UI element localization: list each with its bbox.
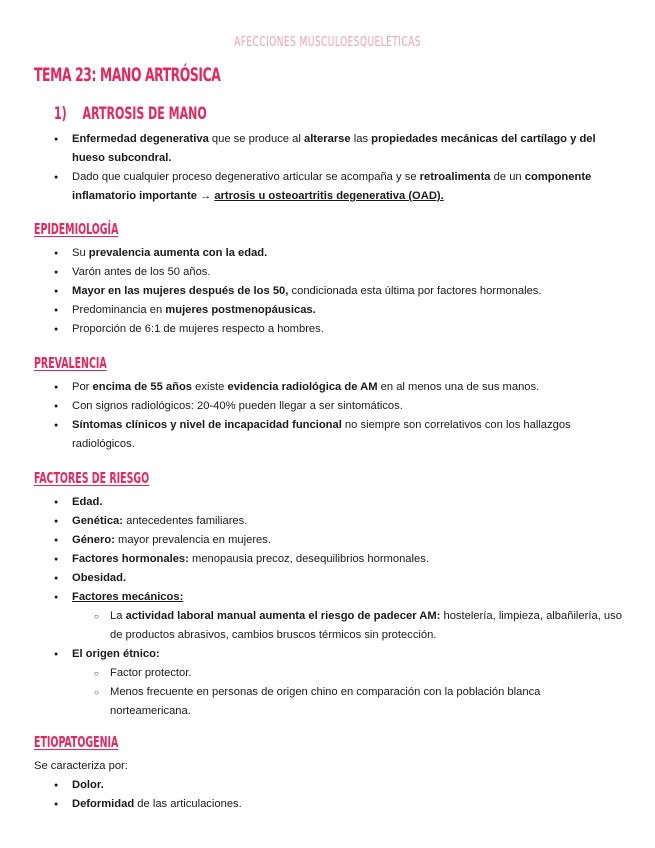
bold-underlined-text: artrosis u osteoartritis degenerativa (OAD). bbox=[214, 190, 444, 202]
text: Varón antes de los 50 años. bbox=[72, 266, 211, 278]
heading-factores-de-riesgo: FACTORES DE RIESGO bbox=[34, 469, 150, 487]
etiopatogenia-intro: Se caracteriza por: bbox=[34, 760, 128, 772]
text: existe bbox=[192, 381, 228, 393]
bold-text: Enfermedad degenerativa bbox=[72, 133, 209, 145]
bold-text: actividad laboral manual aumenta el riesgo de padecer AM: bbox=[125, 610, 441, 622]
text: hostelería, limpieza, albañilería, uso de productos abrasivos, cambios bruscos térmicos sin protección. bbox=[110, 610, 622, 641]
list-item bbox=[54, 301, 629, 320]
sub-list bbox=[94, 607, 624, 645]
bold-text: Deformidad bbox=[72, 798, 135, 810]
text: menopausia precoz, desequilibrios hormonales. bbox=[188, 553, 429, 565]
list-item bbox=[54, 795, 629, 814]
bold-text: Obesidad. bbox=[72, 572, 127, 584]
factores-list bbox=[54, 493, 629, 721]
bold-text: Género: bbox=[72, 534, 115, 546]
list-item bbox=[54, 550, 629, 569]
text: La bbox=[110, 610, 126, 622]
list-item bbox=[54, 168, 629, 206]
text: Predominancia en bbox=[72, 304, 166, 316]
text: Con signos radiológicos: 20-40% pueden llegar a ser sintomáticos. bbox=[72, 400, 403, 412]
sub-list-item bbox=[94, 664, 624, 683]
heading-etiopatogenia: ETIOPATOGENIA bbox=[34, 733, 119, 751]
list-item bbox=[54, 776, 629, 795]
intro-list bbox=[54, 130, 629, 206]
text: Menos frecuente en personas de origen chino en comparación con la población blanca norteamericana. bbox=[110, 686, 541, 717]
bold-text: Factores hormonales: bbox=[72, 553, 189, 565]
text: → bbox=[196, 190, 215, 202]
sub-list-item bbox=[94, 607, 624, 645]
subtitle-text: ARTROSIS DE MANO bbox=[82, 104, 207, 124]
text: Su bbox=[72, 247, 89, 259]
text: Por bbox=[72, 381, 93, 393]
sub-list bbox=[94, 664, 624, 721]
subtitle-number: 1) bbox=[54, 104, 67, 124]
bold-text: El origen étnico: bbox=[72, 648, 160, 660]
text: no siempre son correlativos con los hallazgos radiológicos. bbox=[72, 419, 571, 450]
list-item bbox=[54, 130, 629, 168]
text: Factor protector. bbox=[110, 667, 192, 679]
bold-text: Edad. bbox=[72, 496, 103, 508]
text: mayor prevalencia en mujeres. bbox=[114, 534, 271, 546]
bold-text: Genética: bbox=[72, 515, 123, 527]
bold-text: alterarse bbox=[303, 133, 351, 145]
bold-text: componente inflamatorio importante bbox=[72, 171, 592, 202]
bold-text: Síntomas clínicos y nivel de incapacidad funcional bbox=[72, 419, 342, 431]
bold-underlined-text: Factores mecánicos: bbox=[72, 591, 184, 603]
prevalencia-list bbox=[54, 378, 629, 454]
list-item bbox=[54, 645, 629, 721]
bold-text: propiedades mecánicas del cartílago y del hueso subcondral. bbox=[72, 133, 596, 164]
list-item bbox=[54, 263, 629, 282]
running-header: AFECCIONES MUSCULOESQUELÉTICAS bbox=[234, 35, 421, 50]
list-item bbox=[54, 569, 629, 588]
text: de un bbox=[490, 171, 525, 183]
bold-text: encima de 55 años bbox=[92, 381, 193, 393]
sub-list-item bbox=[94, 683, 624, 721]
etiopatogenia-list bbox=[54, 776, 629, 814]
list-item bbox=[54, 588, 629, 645]
text: antecedentes familiares. bbox=[122, 515, 248, 527]
bold-text: mujeres postmenopáusicas. bbox=[165, 304, 316, 316]
text: Dado que cualquier proceso degenerativo articular se acompaña y se bbox=[72, 171, 420, 183]
list-item bbox=[54, 493, 629, 512]
heading-prevalencia: PREVALENCIA bbox=[34, 354, 107, 372]
list-item bbox=[54, 378, 629, 397]
text: que se produce al bbox=[208, 133, 304, 145]
page-title: TEMA 23: MANO ARTRÓSICA bbox=[34, 64, 221, 86]
list-item bbox=[54, 416, 629, 454]
list-item bbox=[54, 512, 629, 531]
list-item bbox=[54, 531, 629, 550]
epidemiologia-list bbox=[54, 244, 629, 339]
list-item bbox=[54, 244, 629, 263]
text: condicionada esta última por factores hormonales. bbox=[288, 285, 542, 297]
bold-text: prevalencia aumenta con la edad. bbox=[88, 247, 268, 259]
bold-text: retroalimenta bbox=[419, 171, 491, 183]
text: de las articulaciones. bbox=[134, 798, 242, 810]
text: las bbox=[350, 133, 372, 145]
text: Proporción de 6:1 de mujeres respecto a hombres. bbox=[72, 323, 324, 335]
section-subtitle bbox=[54, 104, 207, 124]
bold-text: Dolor. bbox=[72, 779, 104, 791]
list-item bbox=[54, 282, 629, 301]
list-item bbox=[54, 397, 629, 416]
heading-epidemiologia: EPIDEMIOLOGÍA bbox=[34, 220, 119, 238]
bold-text: Mayor en las mujeres después de los 50, bbox=[72, 285, 289, 297]
text: en al menos una de sus manos. bbox=[377, 381, 540, 393]
list-item bbox=[54, 320, 629, 339]
bold-text: evidencia radiológica de AM bbox=[227, 381, 378, 393]
